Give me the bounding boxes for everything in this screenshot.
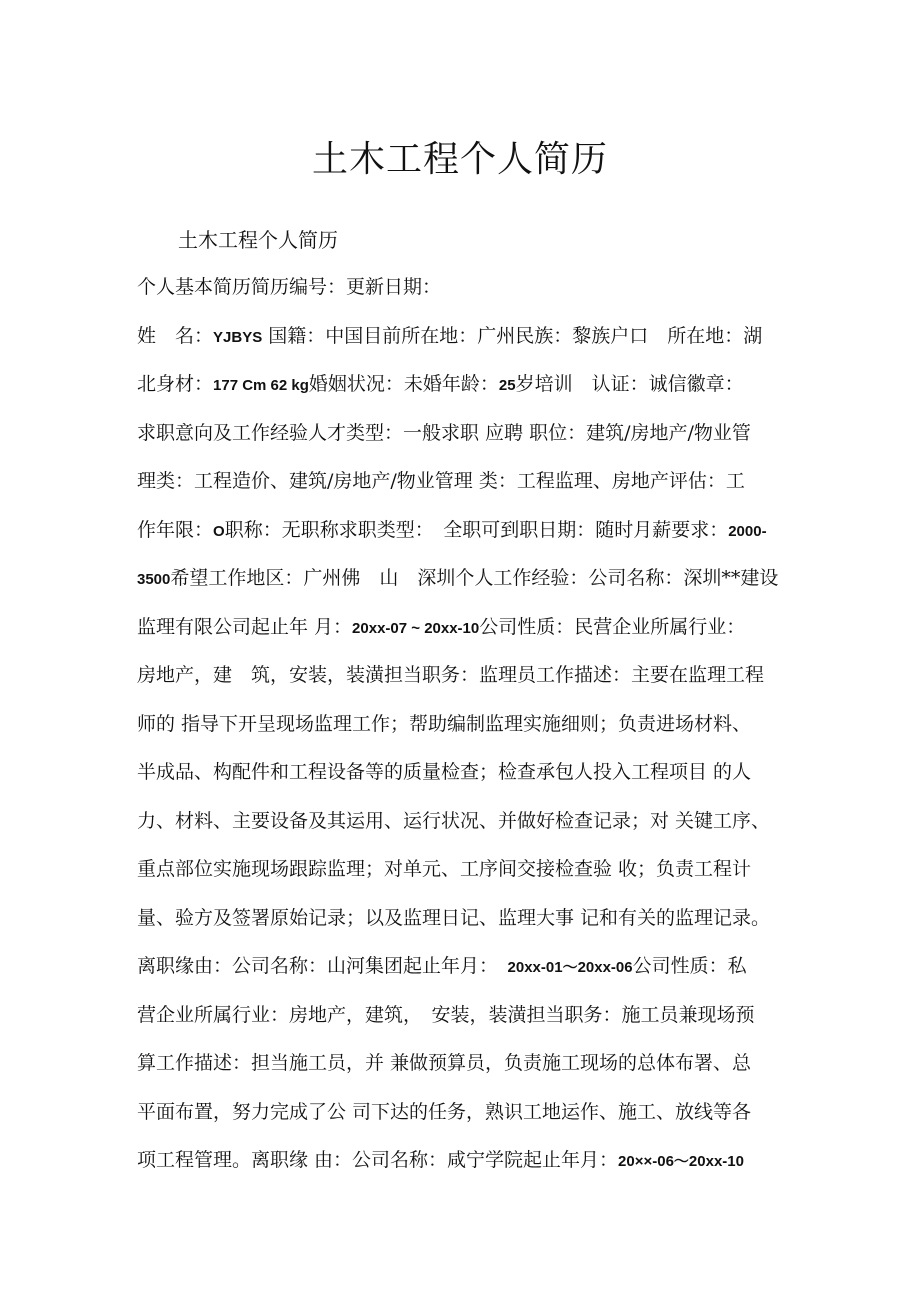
bold-text-run: YJBYS [213, 328, 263, 346]
text-line [137, 417, 789, 466]
text-run: 量、验方及签署原始记录；以及监理日记、监理大事 记和有关的监理记录。 [137, 906, 771, 929]
text-run: 半成品、构配件和工程设备等的质量检查；检查承包人投入工程项目 的人 [137, 761, 752, 783]
text-run: 职称：无职称求职类型： 全职可到职日期：随时月薪要求： [224, 518, 729, 541]
text-line [137, 659, 789, 708]
text-run: 理类：工程造价、建筑/房地产/物业管理 类：工程监理、房地产评估：工 [137, 470, 745, 492]
text-line [137, 465, 789, 514]
text-line [137, 514, 789, 563]
text-line [137, 805, 789, 854]
text-run: 婚姻状况：未婚年龄： [308, 373, 499, 395]
bold-text-run: 2000- [728, 522, 767, 540]
text-run: 岁培训 认证：诚信徽章： [515, 373, 744, 395]
text-line [137, 999, 789, 1048]
bold-text-run: 20xx-07 ~ 20xx-10 [352, 619, 480, 637]
text-run: 重点部位实施现场跟踪监理；对单元、工序间交接检查验 收；负责工程计 [137, 858, 752, 880]
bold-text-run: 20××-06～20xx-10 [618, 1153, 744, 1170]
text-run: 离职缘由：公司名称：山河集团起止年月： [137, 955, 508, 977]
text-run: 北身材： [137, 373, 214, 395]
text-line [137, 1096, 789, 1145]
text-run: 算工作描述：担当施工员，并 兼做预算员，负责施工现场的总体布署、总 [137, 1052, 752, 1074]
bold-text-run: 177 Cm 62 kg [213, 377, 309, 394]
bold-text-run: 25 [498, 377, 516, 394]
text-line [137, 320, 789, 369]
bold-text-run: O [213, 522, 225, 540]
text-line [137, 853, 789, 902]
text-run: 姓 名： [137, 324, 214, 347]
text-run: 营企业所属行业：房地产，建筑， 安装，装潢担当职务：施工员兼现场预 [137, 1003, 755, 1026]
document-subtitle: 土木工程个人简历 [178, 228, 338, 252]
text-run: 个人基本简历简历编号：更新日期： [137, 276, 442, 298]
text-run: 平面布置，努力完成了公 司下达的任务，熟识工地运作、施工、放线等各 [137, 1100, 752, 1123]
text-run: 希望工作地区：广州佛 山 深圳个人工作经验：公司名称：深圳**建设 [170, 567, 779, 589]
text-run: 房地产，建 筑，安装，装潢担当职务：监理员工作描述：主要在监理工程 [137, 664, 765, 686]
document-title: 土木工程个人简历 [311, 139, 608, 180]
text-line [137, 756, 789, 805]
text-run: 监理有限公司起止年 月： [137, 615, 353, 638]
bold-text-run: 20xx-01～20xx-06 [507, 959, 633, 976]
bold-text-run: 3500 [137, 571, 171, 588]
text-run: 求职意向及工作经验人才类型：一般求职 应聘 职位：建筑/房地产/物业管 [137, 421, 751, 444]
text-run: 公司性质：私 [632, 955, 747, 977]
text-line [137, 562, 789, 611]
text-run: 项工程管理。离职缘 由：公司名称：咸宁学院起止年月： [137, 1149, 619, 1171]
text-line [137, 708, 789, 757]
text-line [137, 271, 789, 320]
text-line [137, 950, 789, 999]
text-run: 国籍：中国目前所在地：广州民族：黎族户口 所在地：湖 [262, 324, 763, 347]
text-line [137, 611, 789, 660]
text-run: 师的 指导下开呈现场监理工作；帮助编制监理实施细则；负责进场材料、 [137, 712, 752, 735]
text-run: 力、材料、主要设备及其运用、运行状况、并做好检查记录；对 关键工序、 [137, 809, 771, 832]
text-line [137, 902, 789, 951]
text-line [137, 1144, 789, 1193]
text-line [137, 368, 789, 417]
text-run: 公司性质：民营企业所属行业： [479, 615, 746, 638]
text-run: 作年限： [137, 518, 214, 541]
text-line [137, 1047, 789, 1096]
resume-body [137, 271, 789, 1193]
